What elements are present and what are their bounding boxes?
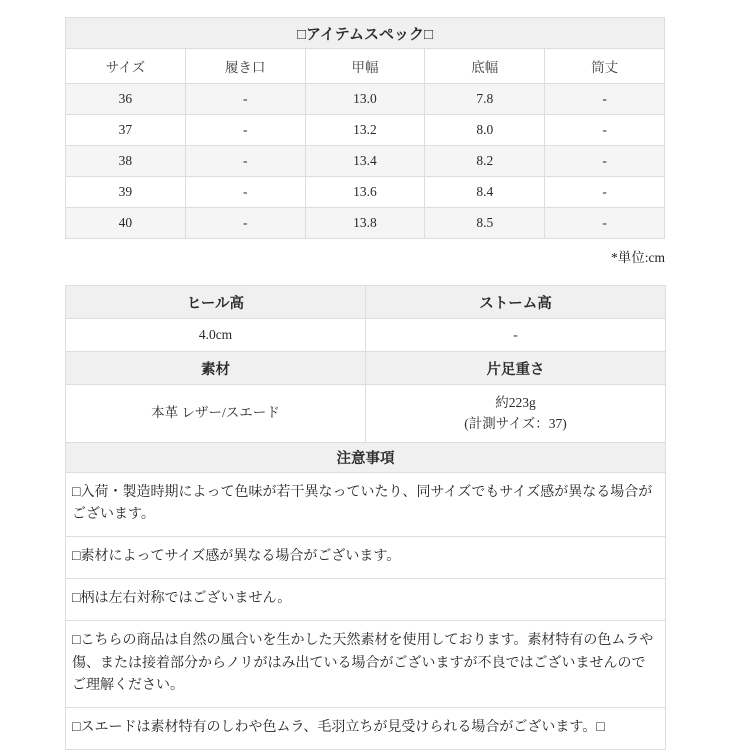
- notice-row: [66, 537, 666, 579]
- spec-page: [65, 0, 665, 750]
- weight-value-line2: (計測サイズ：37): [464, 415, 567, 431]
- note-item-3: □柄は左右対称ではございません。: [66, 579, 666, 621]
- item-spec-table: [65, 17, 665, 239]
- storm-height-header: ストーム高: [366, 286, 666, 319]
- notice-header-row: [66, 443, 666, 473]
- weight-value-line1: 約223g: [495, 394, 536, 410]
- shaft-height-cell: -: [545, 208, 665, 239]
- weight-header: 片足重さ: [366, 352, 666, 385]
- unit-note: *単位:cm: [611, 250, 665, 265]
- material-weight-header-row: [66, 352, 666, 385]
- storm-height-value: -: [366, 319, 666, 352]
- opening-cell: -: [185, 115, 305, 146]
- note-item-2: □素材によってサイズ感が異なる場合がございます。: [66, 537, 666, 579]
- col-header-opening: 履き口: [185, 49, 305, 84]
- col-header-instep-width: 甲幅: [305, 49, 425, 84]
- notice-section-title: 注意事項: [66, 443, 666, 473]
- size-cell: 40: [66, 208, 186, 239]
- opening-cell: -: [185, 84, 305, 115]
- note-item-1: □入荷・製造時期によって色味が若干異なっていたり、同サイズでもサイズ感が異なる場合がございます。: [66, 473, 666, 537]
- spec-title-row: [66, 18, 665, 49]
- note-item-5: □スエードは素材特有のしわや色ムラ、毛羽立ちが見受けられる場合がございます。□: [66, 707, 666, 749]
- col-header-sole-width: 底幅: [425, 49, 545, 84]
- sole-width-cell: 7.8: [425, 84, 545, 115]
- heel-storm-header-row: [66, 286, 666, 319]
- notice-row: [66, 473, 666, 537]
- col-header-size: サイズ: [66, 49, 186, 84]
- spec-row-40: [66, 208, 665, 239]
- instep-width-cell: 13.0: [305, 84, 425, 115]
- spec-row-36: [66, 84, 665, 115]
- opening-cell: -: [185, 146, 305, 177]
- size-cell: 39: [66, 177, 186, 208]
- shaft-height-cell: -: [545, 115, 665, 146]
- spec-row-39: [66, 177, 665, 208]
- item-spec-title: □アイテムスペック□: [66, 18, 665, 49]
- note-item-4: □こちらの商品は自然の風合いを生かした天然素材を使用しております。素材特有の色ムラや傷、または接着部分からノリがはみ出ている場合がございますが不良ではございませんのでご理解ください。: [66, 621, 666, 707]
- shaft-height-cell: -: [545, 177, 665, 208]
- detail-table: [65, 285, 666, 750]
- material-value: 本革 レザー/スエード: [66, 385, 366, 443]
- notice-row: [66, 579, 666, 621]
- material-weight-value-row: [66, 385, 666, 443]
- instep-width-cell: 13.4: [305, 146, 425, 177]
- opening-cell: -: [185, 177, 305, 208]
- spec-header-row: [66, 49, 665, 84]
- shaft-height-cell: -: [545, 84, 665, 115]
- weight-value: [366, 385, 666, 443]
- instep-width-cell: 13.6: [305, 177, 425, 208]
- sole-width-cell: 8.2: [425, 146, 545, 177]
- instep-width-cell: 13.2: [305, 115, 425, 146]
- shaft-height-cell: -: [545, 146, 665, 177]
- spec-row-37: [66, 115, 665, 146]
- col-header-shaft-height: 筒丈: [545, 49, 665, 84]
- material-header: 素材: [66, 352, 366, 385]
- size-cell: 38: [66, 146, 186, 177]
- sole-width-cell: 8.0: [425, 115, 545, 146]
- heel-storm-value-row: [66, 319, 666, 352]
- notice-row: [66, 621, 666, 707]
- instep-width-cell: 13.8: [305, 208, 425, 239]
- sole-width-cell: 8.4: [425, 177, 545, 208]
- size-cell: 37: [66, 115, 186, 146]
- notice-row: [66, 707, 666, 749]
- opening-cell: -: [185, 208, 305, 239]
- sole-width-cell: 8.5: [425, 208, 545, 239]
- heel-height-header: ヒール高: [66, 286, 366, 319]
- spec-row-38: [66, 146, 665, 177]
- heel-height-value: 4.0cm: [66, 319, 366, 352]
- size-cell: 36: [66, 84, 186, 115]
